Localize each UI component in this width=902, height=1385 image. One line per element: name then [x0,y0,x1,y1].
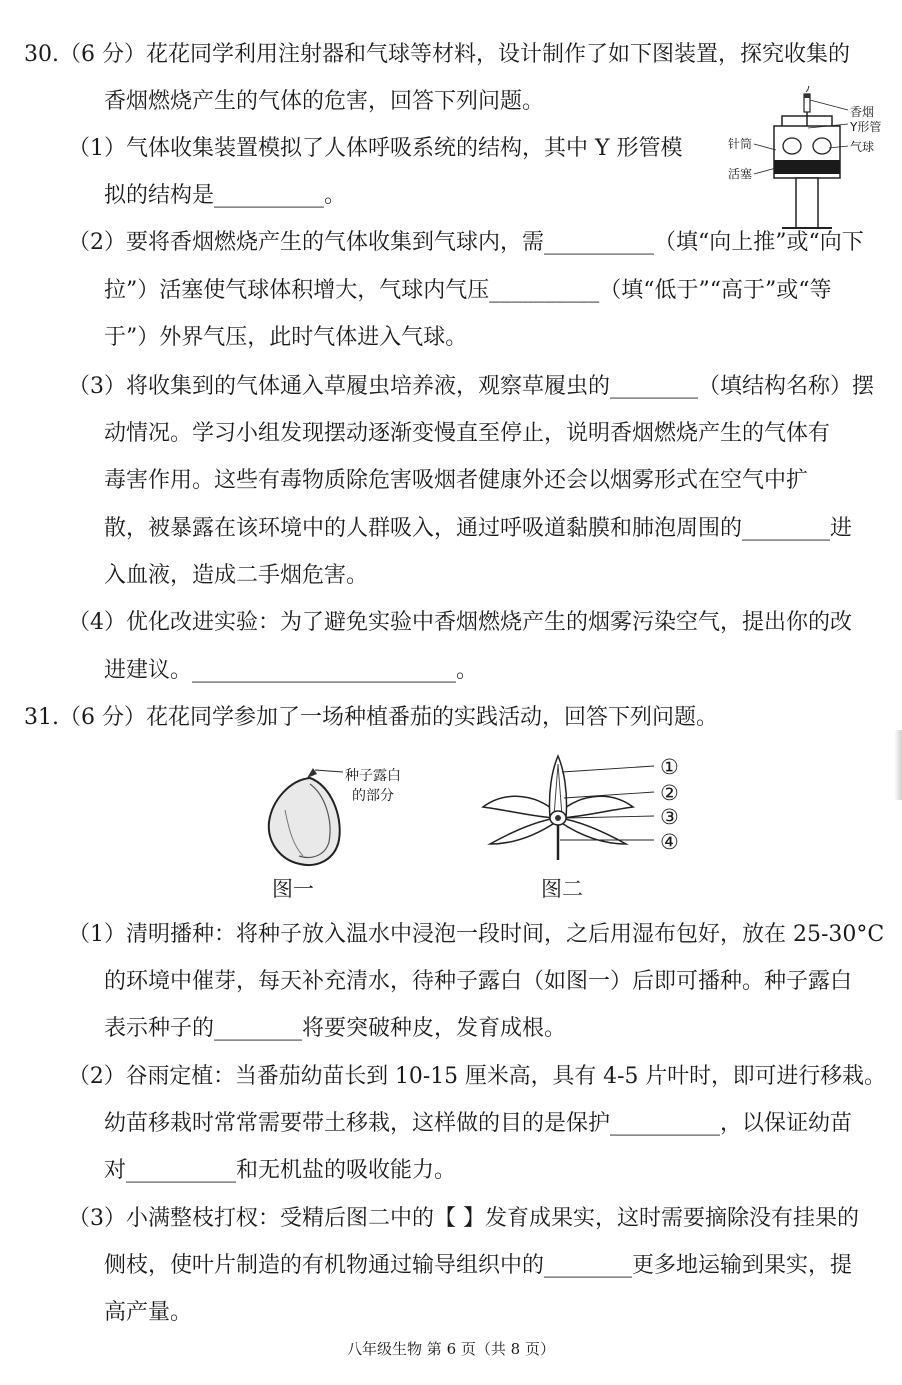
seed-figure [255,760,355,870]
figure-label-piston: 活塞 [728,167,753,181]
q31-sub-line-6: 对__________和无机盐的吸收能力。 [104,1158,457,1183]
figure-1-caption: 图一 [272,877,314,901]
q30-line-10: 毒害作用。这些有毒物质除危害吸烟者健康外还会以烟雾形式在空气中扩 [104,468,809,493]
q30-line-2: 香烟燃烧产生的气体的危害，回答下列问题。 [104,89,545,114]
seed-label-line-1: 种子露白 [345,768,401,784]
q30-line-4: 拟的结构是__________。 [104,183,347,208]
flower-marker-1: ① [660,755,679,779]
q30-line-6: 拉”）活塞使气球体积增大，气球内气压__________（填“低于”“高于”或“等 [104,278,832,303]
flower-marker-2: ② [660,781,679,805]
figure-label-cigarette: 香烟 [850,105,875,119]
q31-sub-line-2: 的环境中催芽，每天补充清水，待种子露白（如图一）后即可播种。种子露白 [104,969,853,994]
q30-line-7: 于”）外界气压，此时气体进入气球。 [104,325,468,350]
q30-line-8: （3）将收集到的气体通入草履虫培养液，观察草履虫的________（填结构名称）摆 [68,374,874,399]
scroll-edge-indicator [894,730,902,800]
q31-line-1: 31.（6 分）花花同学参加了一场种植番茄的实践活动，回答下列问题。 [24,705,718,730]
page-footer: 八年级生物 第 6 页（共 8 页） [347,1340,555,1358]
flower-figure [478,752,658,864]
q31-sub-line-7: （3）小满整枝打杈：受精后图二中的【 】发育成果实，这时需要摘除没有挂果的 [68,1206,859,1231]
figure-label-syringe: 针筒 [728,137,753,151]
q30-line-1: 30.（6 分）花花同学利用注射器和气球等材料，设计制作了如下图装置，探究收集的 [24,42,850,67]
flower-marker-4: ④ [660,830,679,854]
q31-sub-line-3: 表示种子的________将要突破种皮，发育成根。 [104,1016,567,1041]
q30-line-13: （4）优化改进实验：为了避免实验中香烟燃烧产生的烟雾污染空气，提出你的改 [68,610,852,635]
q31-sub-line-5: 幼苗移栽时常常需要带土移栽，这样做的目的是保护__________，以保证幼苗 [104,1111,853,1136]
q31-sub-line-4: （2）谷雨定植：当番茄幼苗长到 10-15 厘米高，具有 4-5 片叶时，即可进行移栽。 [68,1064,886,1089]
figure-2-caption: 图二 [541,877,583,901]
q31-sub-line-8: 侧枝，使叶片制造的有机物通过输导组织中的________更多地运输到果实，提 [104,1253,853,1278]
q30-line-9: 动情况。学习小组发现摆动逐渐变慢直至停止，说明香烟燃烧产生的气体有 [104,421,831,446]
figure-label-y-tube: Y形管 [850,120,882,134]
q30-line-5: （2）要将香烟燃烧产生的气体收集到气球内，需__________（填“向上推”或“向下 [68,230,864,255]
flower-marker-3: ③ [660,805,679,829]
q30-line-12: 入血液，造成二手烟危害。 [104,563,369,588]
q31-sub-line-1: （1）清明播种：将种子放入温水中浸泡一段时间，之后用湿布包好，放在 25-30°C [68,922,885,947]
q30-line-3: （1）气体收集装置模拟了人体呼吸系统的结构，其中 Y 形管模 [68,136,683,161]
q30-line-14: 进建议。________________________。 [104,658,479,683]
q31-sub-line-9: 高产量。 [104,1300,193,1325]
q30-line-11: 散，被暴露在该环境中的人群吸入，通过呼吸道黏膜和肺泡周围的________进 [104,516,853,541]
seed-label-line-2: 的部分 [352,788,394,804]
figure-label-balloon: 气球 [850,140,875,154]
